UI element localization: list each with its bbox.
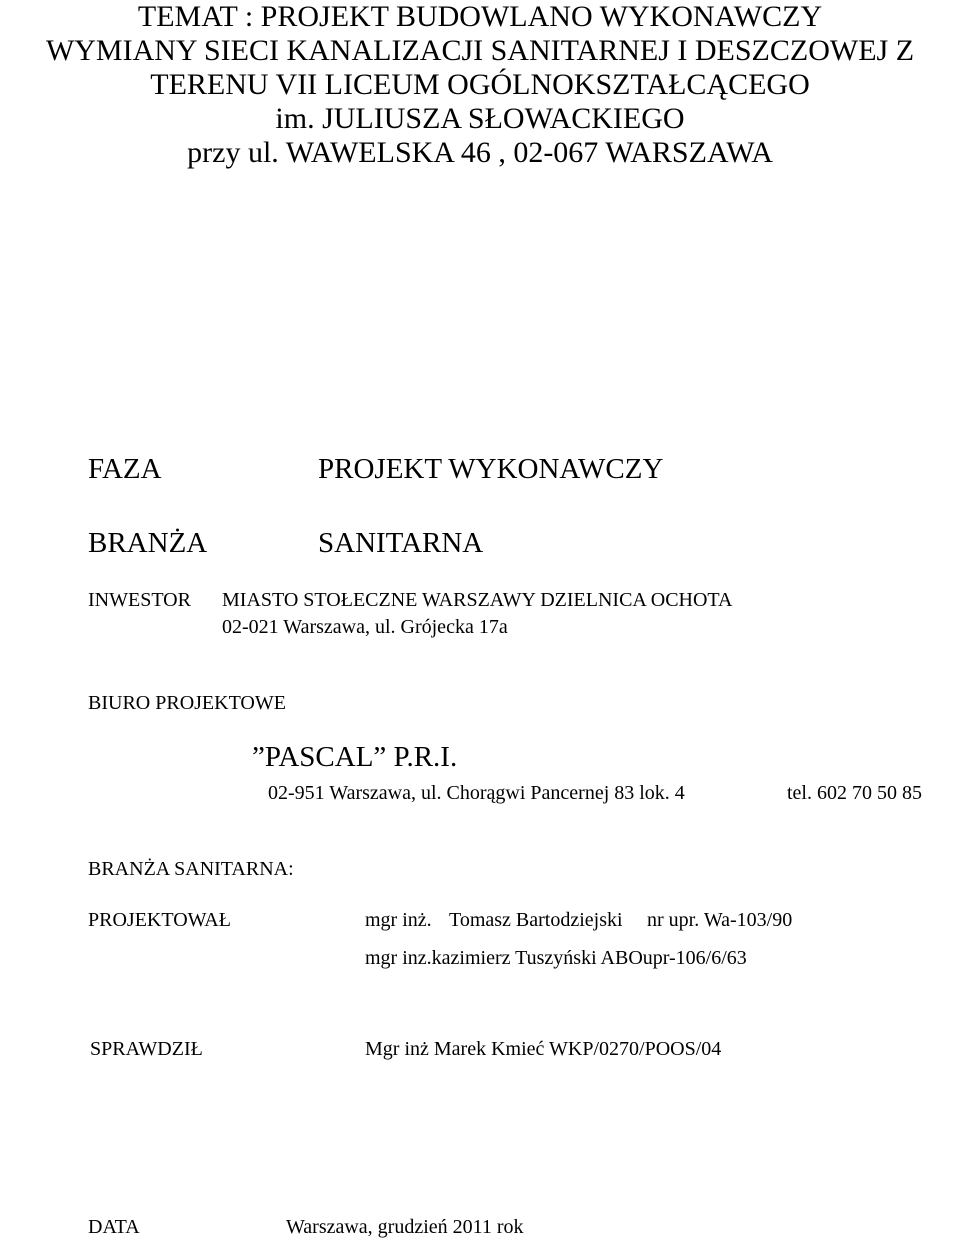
inwestor-line-1: MIASTO STOŁECZNE WARSZAWY DZIELNICA OCHOTA bbox=[222, 589, 733, 611]
designer-1-title: mgr inż. bbox=[365, 909, 432, 931]
data-label: DATA bbox=[88, 1216, 140, 1238]
biuro-name: ”PASCAL” P.R.I. bbox=[252, 741, 458, 773]
biuro-address: 02-951 Warszawa, ul. Chorągwi Pancernej 83 lok. 4 bbox=[268, 782, 685, 804]
title-line-5: przy ul. WAWELSKA 46 , 02-067 WARSZAWA bbox=[187, 136, 773, 169]
document-title bbox=[0, 0, 960, 170]
branza-value: SANITARNA bbox=[318, 527, 484, 559]
designer-1-permit: nr upr. Wa-103/90 bbox=[647, 909, 793, 931]
biuro-phone: tel. 602 70 50 85 bbox=[787, 782, 922, 804]
title-line-3: TERENU VII LICEUM OGÓLNOKSZTAŁCĄCEGO bbox=[150, 68, 810, 101]
biuro-label: BIURO PROJEKTOWE bbox=[88, 692, 286, 714]
faza-value: PROJEKT WYKONAWCZY bbox=[318, 453, 664, 485]
data-value: Warszawa, grudzień 2011 rok bbox=[286, 1216, 524, 1238]
branza-label: BRANŻA bbox=[88, 527, 208, 559]
title-line-1: TEMAT : PROJEKT BUDOWLANO WYKONAWCZY bbox=[137, 0, 823, 33]
projektowal-label: PROJEKTOWAŁ bbox=[88, 909, 231, 931]
faza-label: FAZA bbox=[88, 453, 162, 485]
sprawdzil-label: SPRAWDZIŁ bbox=[90, 1038, 203, 1060]
branza-sanitarna-label: BRANŻA SANITARNA: bbox=[88, 858, 294, 880]
designer-1-name: Tomasz Bartodziejski bbox=[449, 909, 623, 931]
title-line-2: WYMIANY SIECI KANALIZACJI SANITARNEJ I DESZCZOWEJ Z bbox=[45, 34, 915, 67]
sprawdzil-value: Mgr inż Marek Kmieć WKP/0270/POOS/04 bbox=[365, 1038, 722, 1060]
inwestor-line-2: 02-021 Warszawa, ul. Grójecka 17a bbox=[222, 616, 508, 638]
designer-2: mgr inz.kazimierz Tuszyński ABOupr-106/6/63 bbox=[365, 947, 747, 969]
inwestor-label: INWESTOR bbox=[88, 589, 191, 611]
title-line-4: im. JULIUSZA SŁOWACKIEGO bbox=[275, 102, 685, 135]
